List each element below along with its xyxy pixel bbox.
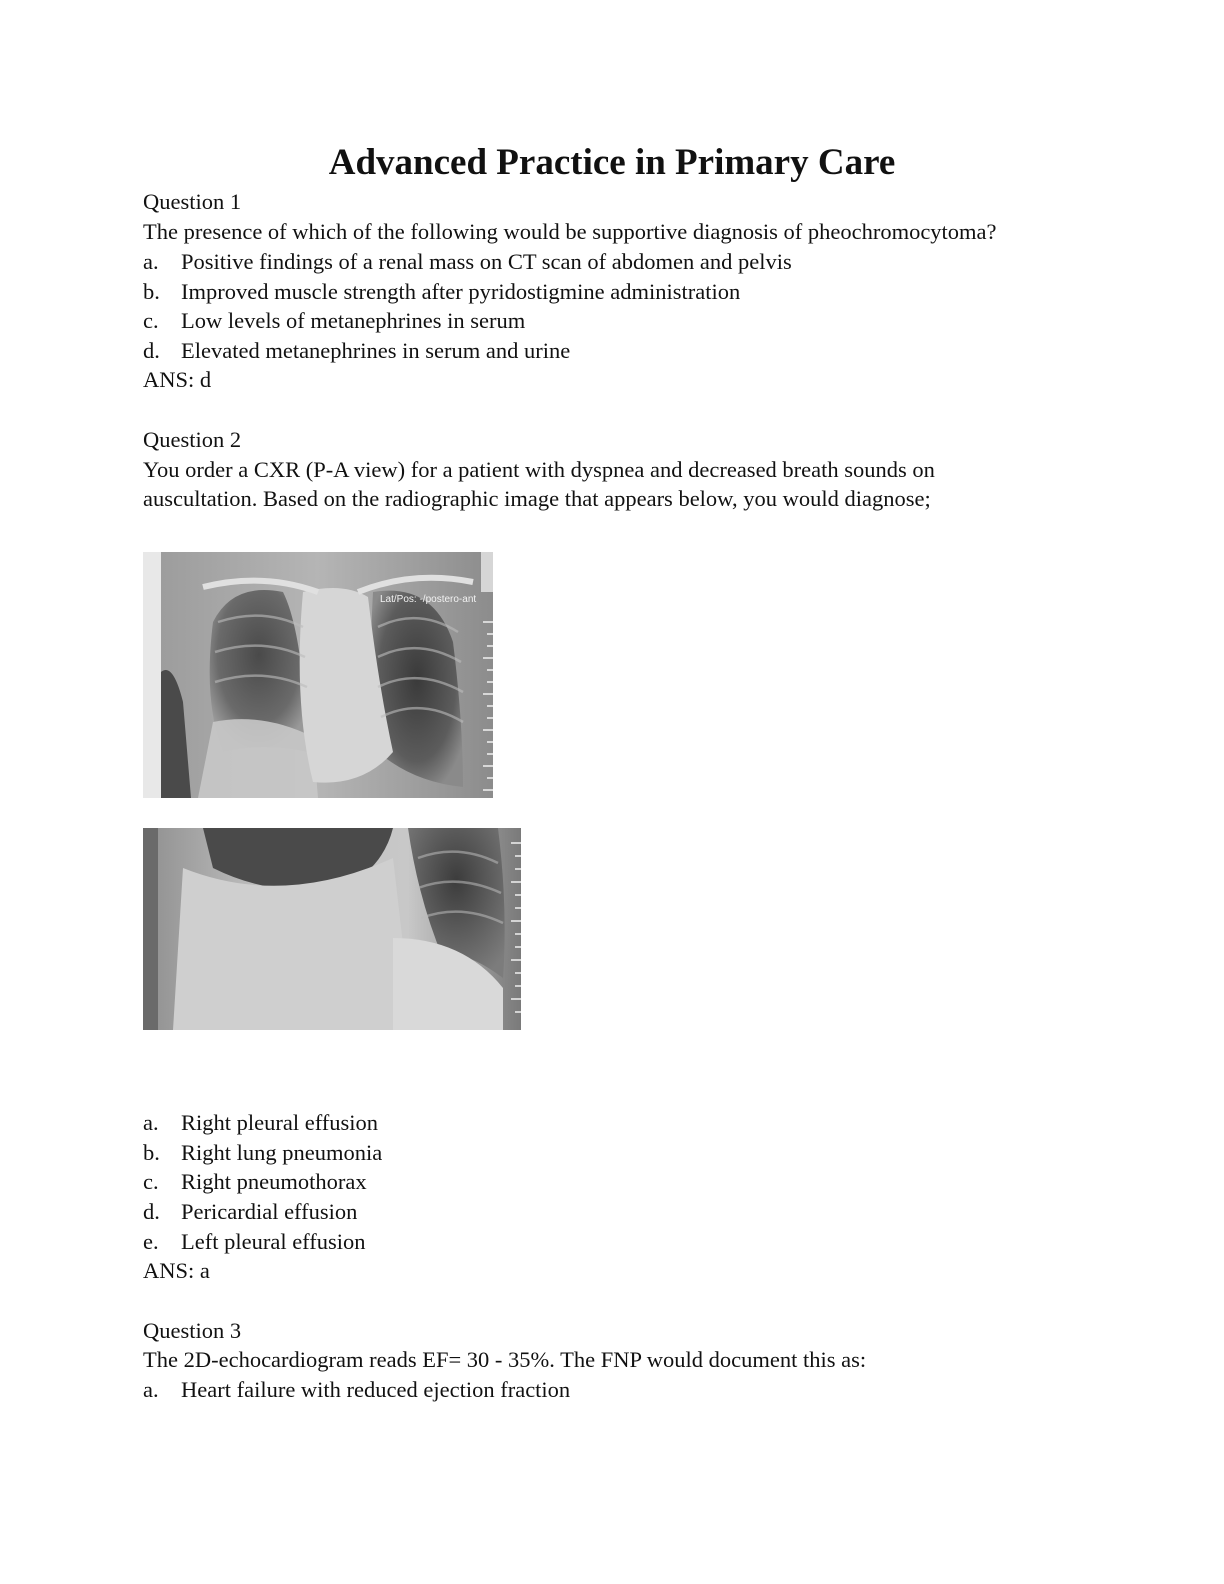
- option-text: Low levels of metanephrines in serum: [181, 308, 526, 333]
- question-1-answer: ANS: d: [143, 367, 212, 392]
- option-text: Right pleural effusion: [181, 1110, 379, 1135]
- question-2-option-c: [143, 1167, 367, 1197]
- option-text: Elevated metanephrines in serum and urine: [181, 338, 571, 363]
- document-title: Advanced Practice in Primary Care: [328, 142, 896, 183]
- option-letter: b.: [143, 279, 160, 304]
- question-2-prompt-line-2: auscultation. Based on the radiographic image that appears below, you would diagnose;: [143, 486, 931, 511]
- option-text: Heart failure with reduced ejection fraction: [181, 1377, 571, 1402]
- question-2-option-d: [143, 1197, 357, 1227]
- question-1-option-b: [143, 277, 740, 307]
- question-3-option-a: [143, 1375, 570, 1405]
- option-letter: a.: [143, 249, 159, 274]
- option-letter: e.: [143, 1229, 159, 1254]
- option-letter: c.: [143, 1169, 159, 1194]
- option-letter: d.: [143, 338, 160, 363]
- question-1-option-c: [143, 306, 525, 336]
- xray-overlay-label: Lat/Pos: -/postero-ant: [380, 594, 477, 605]
- option-text: Pericardial effusion: [181, 1199, 358, 1224]
- question-2-prompt-line-1: You order a CXR (P-A view) for a patient with dyspnea and decreased breath sounds on: [143, 457, 935, 482]
- question-2-option-a: [143, 1108, 378, 1138]
- question-2-option-e: [143, 1227, 366, 1257]
- option-text: Improved muscle strength after pyridostigmine administration: [181, 279, 741, 304]
- question-1-option-d: [143, 336, 570, 366]
- option-letter: a.: [143, 1110, 159, 1135]
- question-3-heading: Question 3: [143, 1318, 242, 1343]
- option-letter: c.: [143, 308, 159, 333]
- option-letter: a.: [143, 1377, 159, 1402]
- chest-xray-image-lower: [143, 828, 521, 1030]
- question-2-heading: Question 2: [143, 427, 242, 452]
- question-1-heading: Question 1: [143, 189, 242, 214]
- option-text: Left pleural effusion: [181, 1229, 366, 1254]
- question-2-option-b: [143, 1138, 382, 1168]
- question-1-prompt: The presence of which of the following would be supportive diagnosis of pheochromocytoma?: [143, 219, 997, 244]
- question-3-prompt: The 2D-echocardiogram reads EF= 30 - 35%. The FNP would document this as:: [143, 1347, 867, 1372]
- option-text: Right lung pneumonia: [181, 1140, 383, 1165]
- option-text: Positive findings of a renal mass on CT scan of abdomen and pelvis: [181, 249, 792, 274]
- question-1-option-a: [143, 247, 792, 277]
- question-2-answer: ANS: a: [143, 1258, 210, 1283]
- option-letter: b.: [143, 1140, 160, 1165]
- option-text: Right pneumothorax: [181, 1169, 367, 1194]
- option-letter: d.: [143, 1199, 160, 1224]
- chest-xray-image-upper: [143, 552, 493, 798]
